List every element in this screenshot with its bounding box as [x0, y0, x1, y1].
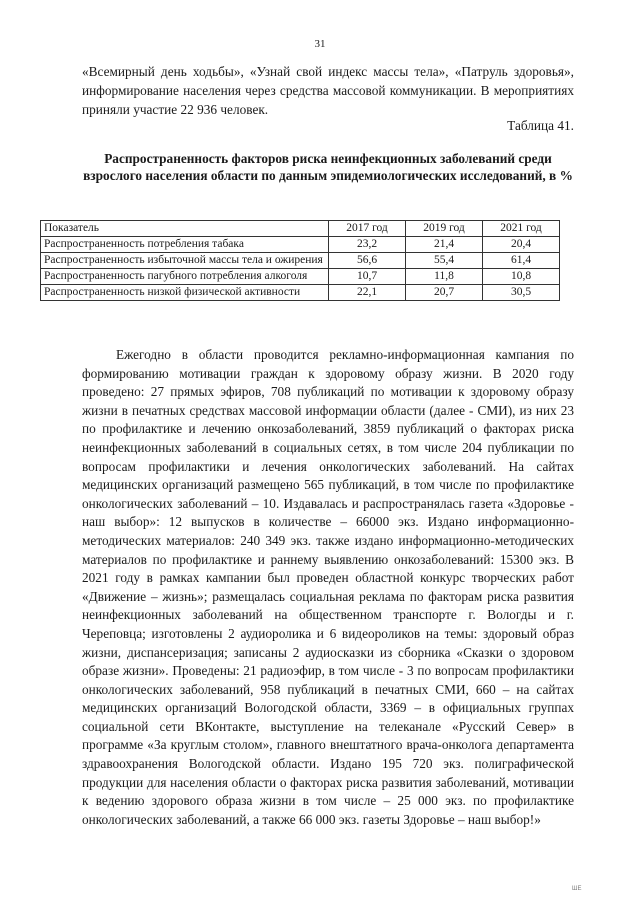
risk-factors-table [40, 220, 560, 301]
page-number: 31 [314, 38, 326, 50]
table-row [41, 269, 560, 285]
table-caption: Таблица 41. [507, 118, 574, 133]
row-value-2021: 61,4 [483, 253, 560, 269]
table-title: Распространенность факторов риска неинфекционных заболеваний среди взрослого населения области по данным эпидемиологических исследований, в % [83, 151, 573, 183]
row-value-2019: 20,7 [406, 285, 483, 301]
header-2021: 2021 год [483, 221, 560, 237]
row-value-2017: 23,2 [329, 237, 406, 253]
row-indicator: Распространенность пагубного потребления алкоголя [41, 269, 329, 285]
row-value-2017: 56,6 [329, 253, 406, 269]
table-row [41, 237, 560, 253]
row-value-2021: 20,4 [483, 237, 560, 253]
row-value-2021: 30,5 [483, 285, 560, 301]
row-indicator: Распространенность потребления табака [41, 237, 329, 253]
row-value-2019: 11,8 [406, 269, 483, 285]
row-indicator: Распространенность низкой физической активности [41, 285, 329, 301]
row-value-2017: 22,1 [329, 285, 406, 301]
top-paragraph: «Всемирный день ходьбы», «Узнай свой индекс массы тела», «Патруль здоровья», информирование населения через средства массовой коммуникации. В мероприятиях приняли участие 22 936 человек. [82, 64, 574, 117]
footer-mark: ШЕ [572, 886, 582, 892]
main-paragraph: Ежегодно в области проводится рекламно-информационная кампания по формированию мотивации граждан к здоровому образу жизни. В 2020 году проведено: 27 прямых эфиров, 708 публикаций по мотивации к здоровому образу жизни в печатных средствах массовой информации области (далее - СМИ), из них 23 по профилактике и лечению онкозаболеваний, 3859 публикаций о факторах риска неинфекционных заболеваний в социальных сетях, в том числе 204 публикации по вопросам профилактики и лечения онкологических заболеваний. На сайтах медицинских организаций размещено 565 публикаций, в том числе по профилактике онкологических заболеваний – 10. Издавалась и распространялась газета «Здоровье - наш выбор»: 12 выпусков в количестве – 66000 экз. Издано информационно-методических материалов: 240 349 экз. также издано информационно-методических материалов по профилактике и раннему выявлению онкозаболеваний: 15300 экз. В 2021 году в рамках кампании был проведен областной конкурс творческих работ «Движение – жизнь»; размещалась социальная реклама по факторам риска развития неинфекционных заболеваний на общественном транспорте г. Вологды и г. Череповца; изготовлены 2 аудиоролика и 6 видеороликов на темы: здоровый образ жизни, диспансеризация; записаны 2 аудиосказки из сборника «Сказки о здоровом образе жизни». Проведены: 21 радиоэфир, в том числе - 3 по вопросам профилактики онкологических заболеваний, 958 публикаций в печатных СМИ, 660 – на сайтах медицинских организаций Вологодской области, 3369 – в официальных группах социальной сети ВКонтакте, выступление на телеканале «Русский Север» в программе «За круглым столом», главного внештатного врача-онколога департамента здравоохранения Вологодской области. Издано 195 720 экз. полиграфической продукции для населения области о факторах риска развития заболеваний, мотивации к ведению здорового образа жизни в том числе – 25 000 экз. по профилактике онкологических заболеваний, а также 66 000 экз. газеты Здоровье – наш выбор!» [82, 347, 574, 827]
row-value-2019: 21,4 [406, 237, 483, 253]
header-2019: 2019 год [406, 221, 483, 237]
row-value-2021: 10,8 [483, 269, 560, 285]
row-value-2017: 10,7 [329, 269, 406, 285]
header-2017: 2017 год [329, 221, 406, 237]
table-row [41, 285, 560, 301]
row-indicator: Распространенность избыточной массы тела и ожирения [41, 253, 329, 269]
table-row [41, 253, 560, 269]
table-header-row [41, 221, 560, 237]
row-value-2019: 55,4 [406, 253, 483, 269]
header-indicator: Показатель [41, 221, 329, 237]
